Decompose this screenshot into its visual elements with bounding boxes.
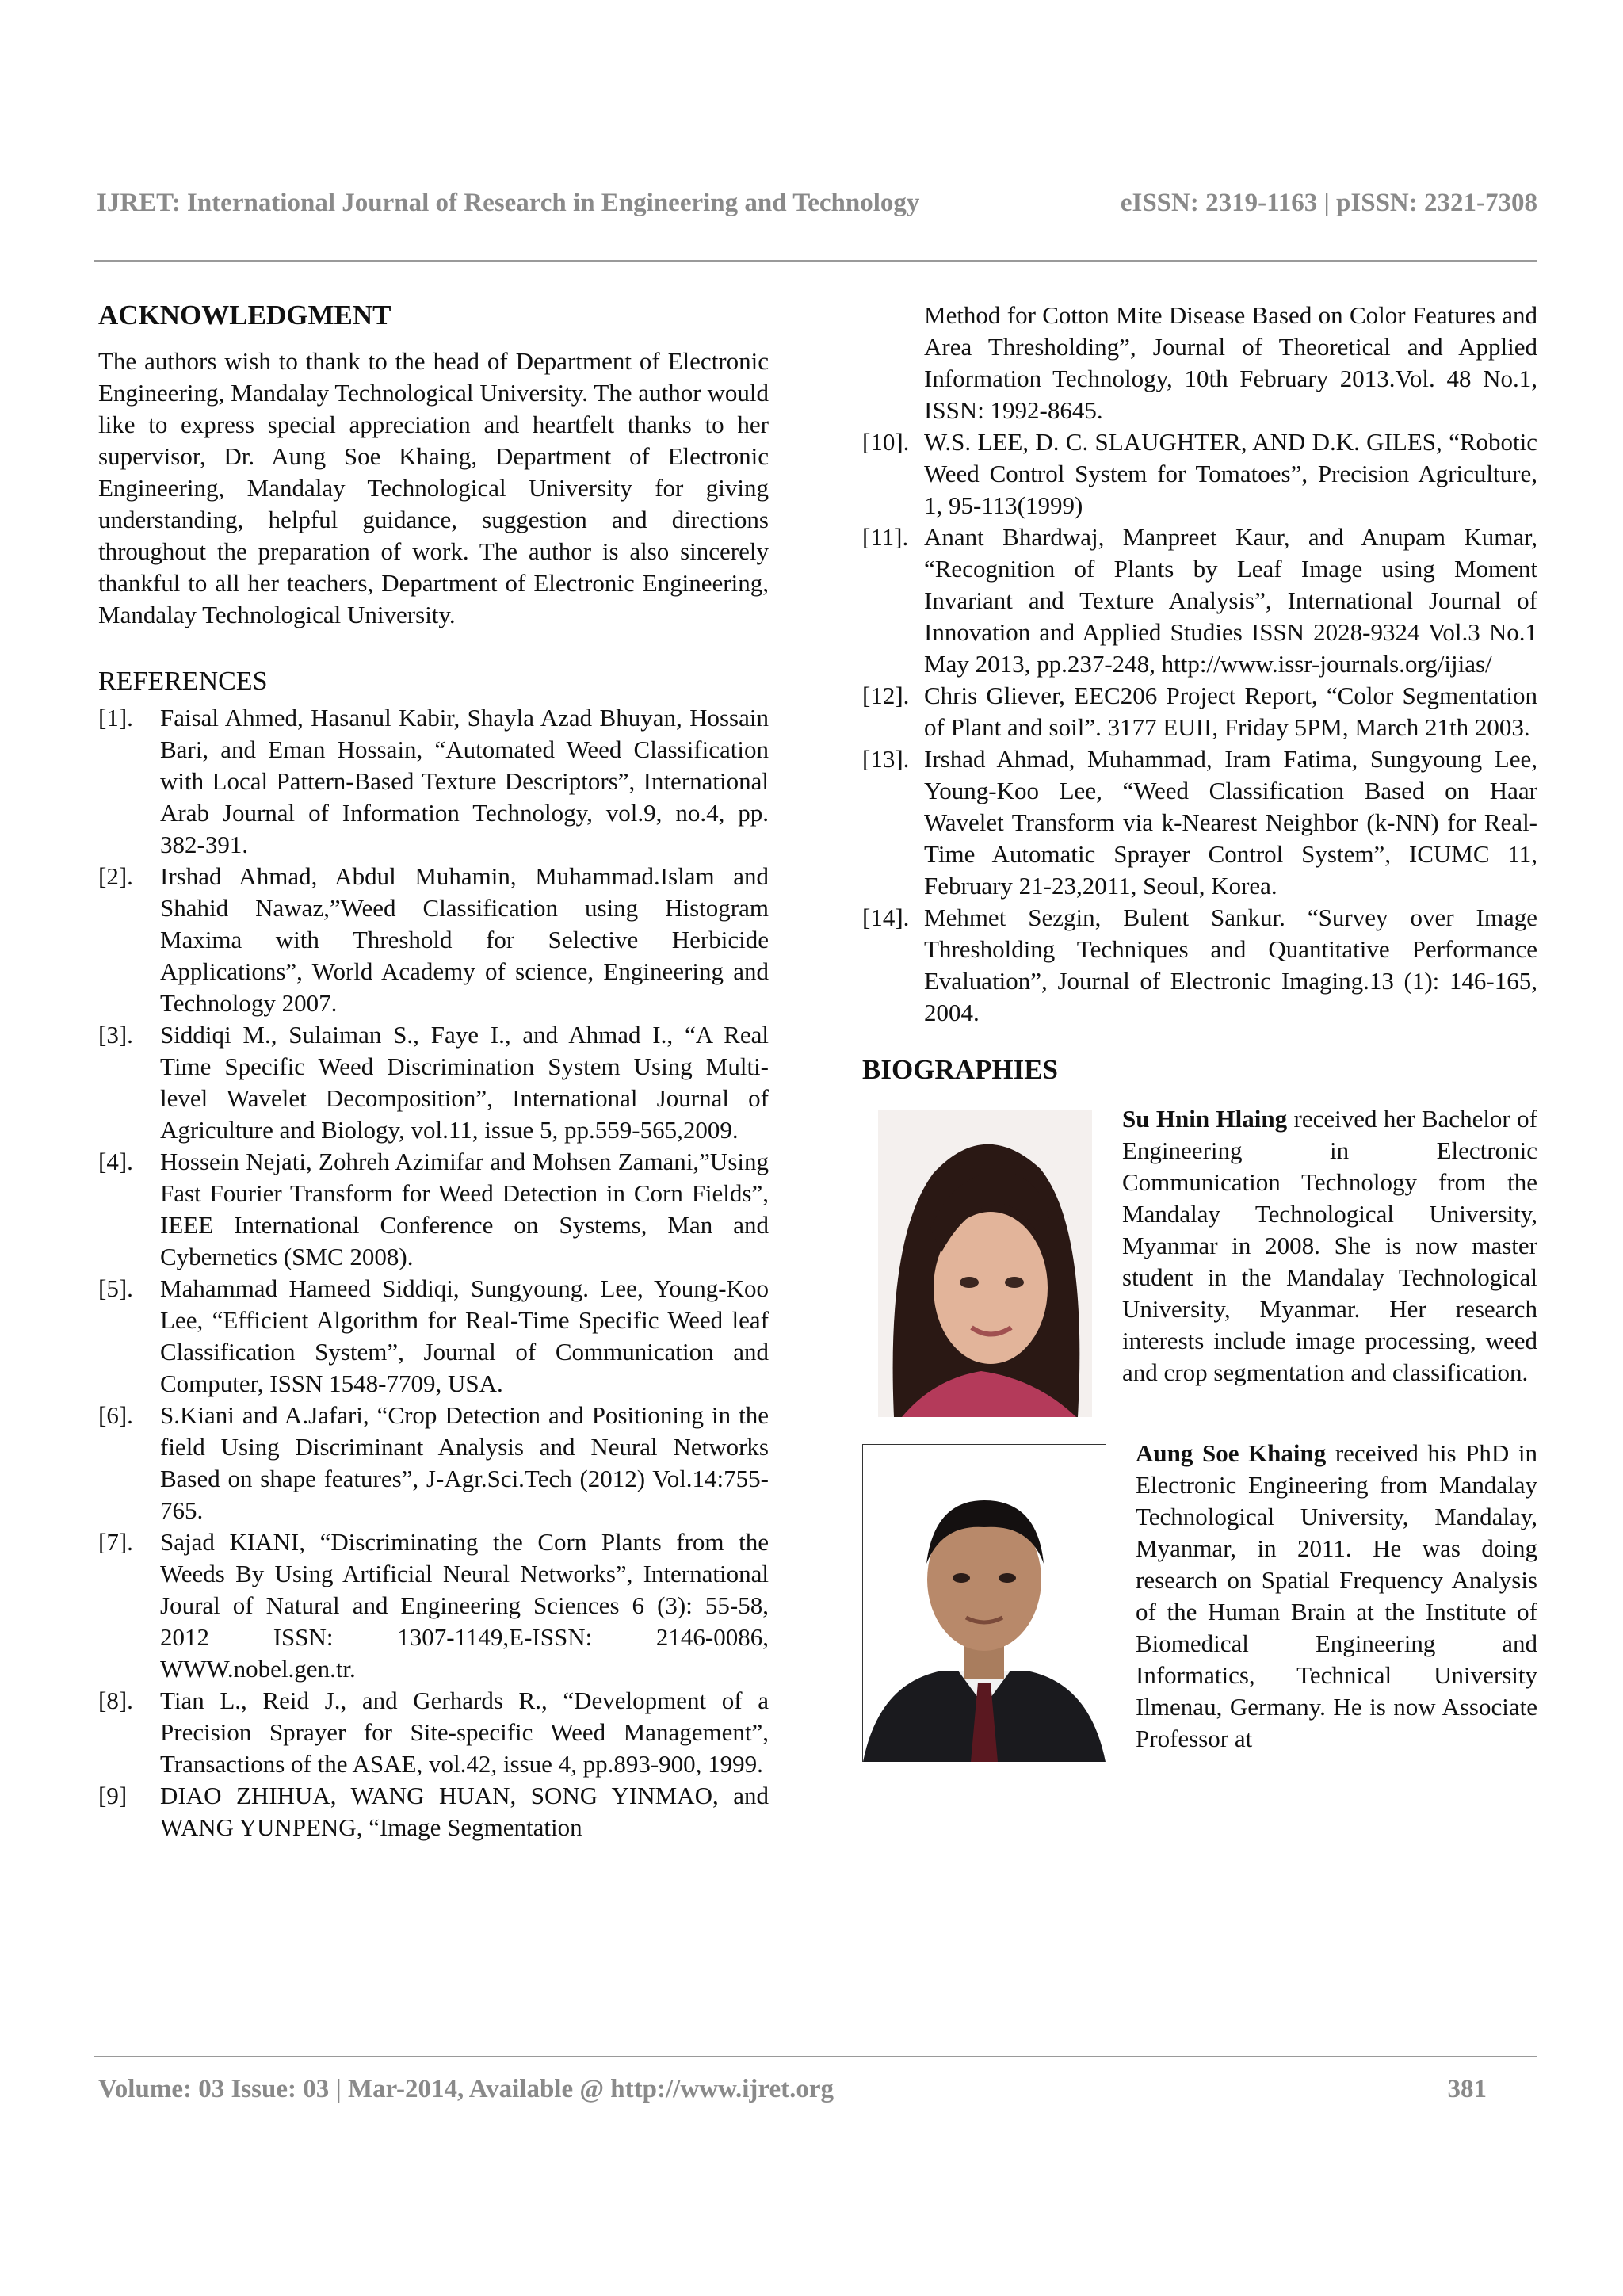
- reference-item: [862, 743, 1537, 902]
- header-rule: [94, 260, 1537, 262]
- issn-info: eISSN: 2319-1163 | pISSN: 2321-7308: [1120, 189, 1537, 217]
- reference-item: [862, 680, 1537, 743]
- reference-item: [862, 902, 1537, 1029]
- reference-text: Faisal Ahmed, Hasanul Kabir, Shayla Azad Bhuyan, Hossain Bari, and Eman Hossain, “Automated Weed Classification with Local Pattern-Based Texture Descriptors”, International Arab Journal of Information Technology, vol.9, no.4, pp. 382-391.: [160, 704, 769, 858]
- reference-number: [1].: [98, 704, 133, 732]
- references-title: REFERENCES: [98, 667, 268, 696]
- reference-number: [10].: [862, 428, 910, 456]
- author-photo: [878, 1110, 1092, 1417]
- reference-text: Irshad Ahmad, Muhammad, Iram Fatima, Sungyoung Lee, Young-Koo Lee, “Weed Classification Based on Haar Wavelet Transform via k-Nearest Neighbor (k-NN) for Real-Time Automatic Sprayer Control System”, ICUMC 11, February 21-23,2011, Seoul, Korea.: [924, 745, 1537, 900]
- acknowledgment-body: The authors wish to thank to the head of Department of Electronic Engineering, Mandalay Technological University. The author would like to express special appreciation and heartfelt thanks to her supervisor, Dr. Aung Soe Khaing, Department of Electronic Engineering, Mandalay Technological University for giving understanding, helpful guidance, suggestion and directions throughout the preparation of work. The author is also sincerely thankful to all her teachers, Department of Electronic Engineering, Mandalay Technological University.: [98, 347, 769, 628]
- reference-text: Hossein Nejati, Zohreh Azimifar and Mohsen Zamani,”Using Fast Fourier Transform for Weed Detection in Corn Fields”, IEEE International Conference on Systems, Man and Cybernetics (SMC 2008).: [160, 1148, 769, 1270]
- reference-number: [5].: [98, 1274, 133, 1302]
- reference-text: Anant Bhardwaj, Manpreet Kaur, and Anupam Kumar, “Recognition of Plants by Leaf Image using Moment Invariant and Texture Analysis”, International Journal of Innovation and Applied Studies ISSN 2028-9324 Vol.3 No.1 May 2013, pp.237-248, http://www.issr-journals.org/ijias/: [924, 523, 1537, 678]
- reference-item: [98, 1685, 769, 1780]
- reference-item: [862, 426, 1537, 521]
- reference-number: [11].: [862, 523, 909, 551]
- reference-item: [98, 1273, 769, 1400]
- reference-item: [98, 702, 769, 861]
- page-footer: [98, 2075, 1487, 2104]
- footer-rule: [94, 2056, 1537, 2057]
- reference-item: [98, 861, 769, 1019]
- journal-name: IJRET: International Journal of Research in Engineering and Technology: [97, 189, 920, 217]
- reference-number: [14].: [862, 904, 910, 931]
- reference-item: [862, 521, 1537, 680]
- reference-text: S.Kiani and A.Jafari, “Crop Detection and Positioning in the field Using Discriminant Analysis and Neural Networks Based on shape features”, J-Agr.Sci.Tech (2012) Vol.14:755-765.: [160, 1401, 769, 1524]
- reference-number: [13].: [862, 745, 910, 773]
- reference-number: [7].: [98, 1528, 133, 1556]
- author-bio: received his PhD in Electronic Engineering from Mandalay Technological University, Mandalay, Myanmar, in 2011. He was doing research on Spatial Frequency Analysis of the Human Brain at the Institute of Biomedical Engineering and Informatics, Technical University Ilmenau, Germany. He is now Associate Professor at: [1136, 1439, 1538, 1752]
- reference-text: Siddiqi M., Sulaiman S., Faye I., and Ahmad I., “A Real Time Specific Weed Discrimination System Using Multi-level Wavelet Decomposition”, International Journal of Agriculture and Biology, vol.11, issue 5, pp.559-565,2009.: [160, 1021, 769, 1144]
- reference-number: [9]: [98, 1782, 128, 1809]
- reference-text: DIAO ZHIHUA, WANG HUAN, SONG YINMAO, and WANG YUNPENG, “Image Segmentation: [160, 1782, 769, 1841]
- author-photo: [862, 1444, 1106, 1762]
- acknowledgment-title: ACKNOWLEDGMENT: [98, 300, 391, 330]
- author-name: Aung Soe Khaing: [1136, 1439, 1327, 1467]
- reference-number: [6].: [98, 1401, 133, 1429]
- left-column: [98, 300, 769, 1843]
- biographies-title: BIOGRAPHIES: [862, 1054, 1058, 1085]
- reference-item: [98, 1019, 769, 1146]
- reference-text: W.S. LEE, D. C. SLAUGHTER, AND D.K. GILES, “Robotic Weed Control System for Tomatoes”, Precision Agriculture, 1, 95-113(1999): [924, 428, 1537, 519]
- reference-text: Mehmet Sezgin, Bulent Sankur. “Survey over Image Thresholding Techniques and Quantitative Performance Evaluation”, Journal of Electronic Imaging.13 (1): 146-165, 2004.: [924, 904, 1537, 1026]
- reference-text: Tian L., Reid J., and Gerhards R., “Development of a Precision Sprayer for Site-specific Weed Management”, Transactions of the ASAE, vol.42, issue 4, pp.893-900, 1999.: [160, 1687, 769, 1778]
- reference-item: [98, 1526, 769, 1685]
- reference-number: [8].: [98, 1687, 133, 1714]
- reference-number: [2].: [98, 862, 133, 890]
- biography-entry: [862, 1438, 1537, 1762]
- reference-item: [98, 1146, 769, 1273]
- author-name: Su Hnin Hlaing: [1122, 1105, 1288, 1133]
- reference-text: Method for Cotton Mite Disease Based on Color Features and Area Thresholding”, Journal of Theoretical and Applied Information Technology, 10th February 2013.Vol. 48 No.1, ISSN: 1992-8645.: [924, 301, 1537, 424]
- author-portrait-illustration: [878, 1110, 1092, 1417]
- right-column: [862, 300, 1537, 1782]
- reference-number: [4].: [98, 1148, 133, 1175]
- reference-text: Irshad Ahmad, Abdul Muhamin, Muhammad.Islam and Shahid Nawaz,”Weed Classification using Histogram Maxima with Threshold for Selective Herbicide Applications”, World Academy of science, Engineering and Technology 2007.: [160, 862, 769, 1017]
- page-number: 381: [1447, 2075, 1487, 2103]
- volume-info: Volume: 03 Issue: 03 | Mar-2014, Available @ http://www.ijret.org: [98, 2075, 834, 2103]
- reference-text: Chris Gliever, EEC206 Project Report, “Color Segmentation of Plant and soil”. 3177 EUII, Friday 5PM, March 21th 2003.: [924, 682, 1537, 741]
- reference-item: [98, 1400, 769, 1526]
- page-header: [97, 189, 1537, 236]
- author-bio: received her Bachelor of Engineering in Electronic Communication Technology from the Mandalay Technological University, Myanmar in 2008. She is now master student in the Mandalay Technological University, Myanmar. Her research interests include image processing, weed and crop segmentation and classification.: [1122, 1105, 1537, 1386]
- reference-continuation: [862, 300, 1537, 426]
- reference-number: [12].: [862, 682, 910, 709]
- reference-item: [98, 1780, 769, 1843]
- reference-text: Sajad KIANI, “Discriminating the Corn Plants from the Weeds By Using Artificial Neural Networks”, International Joural of Natural and Engineering Sciences 6 (3): 55-58, 2012 ISSN: 1307-1149,E-ISSN: 2146-0086, WWW.nobel.gen.tr.: [160, 1528, 769, 1683]
- reference-text: Mahammad Hameed Siddiqi, Sungyoung. Lee, Young-Koo Lee, “Efficient Algorithm for Real-Time Specific Weed leaf Classification System”, Journal of Communication and Computer, ISSN 1548-7709, USA.: [160, 1274, 769, 1397]
- author-portrait-illustration: [863, 1445, 1106, 1762]
- reference-number: [3].: [98, 1021, 133, 1049]
- biography-entry: [862, 1103, 1537, 1417]
